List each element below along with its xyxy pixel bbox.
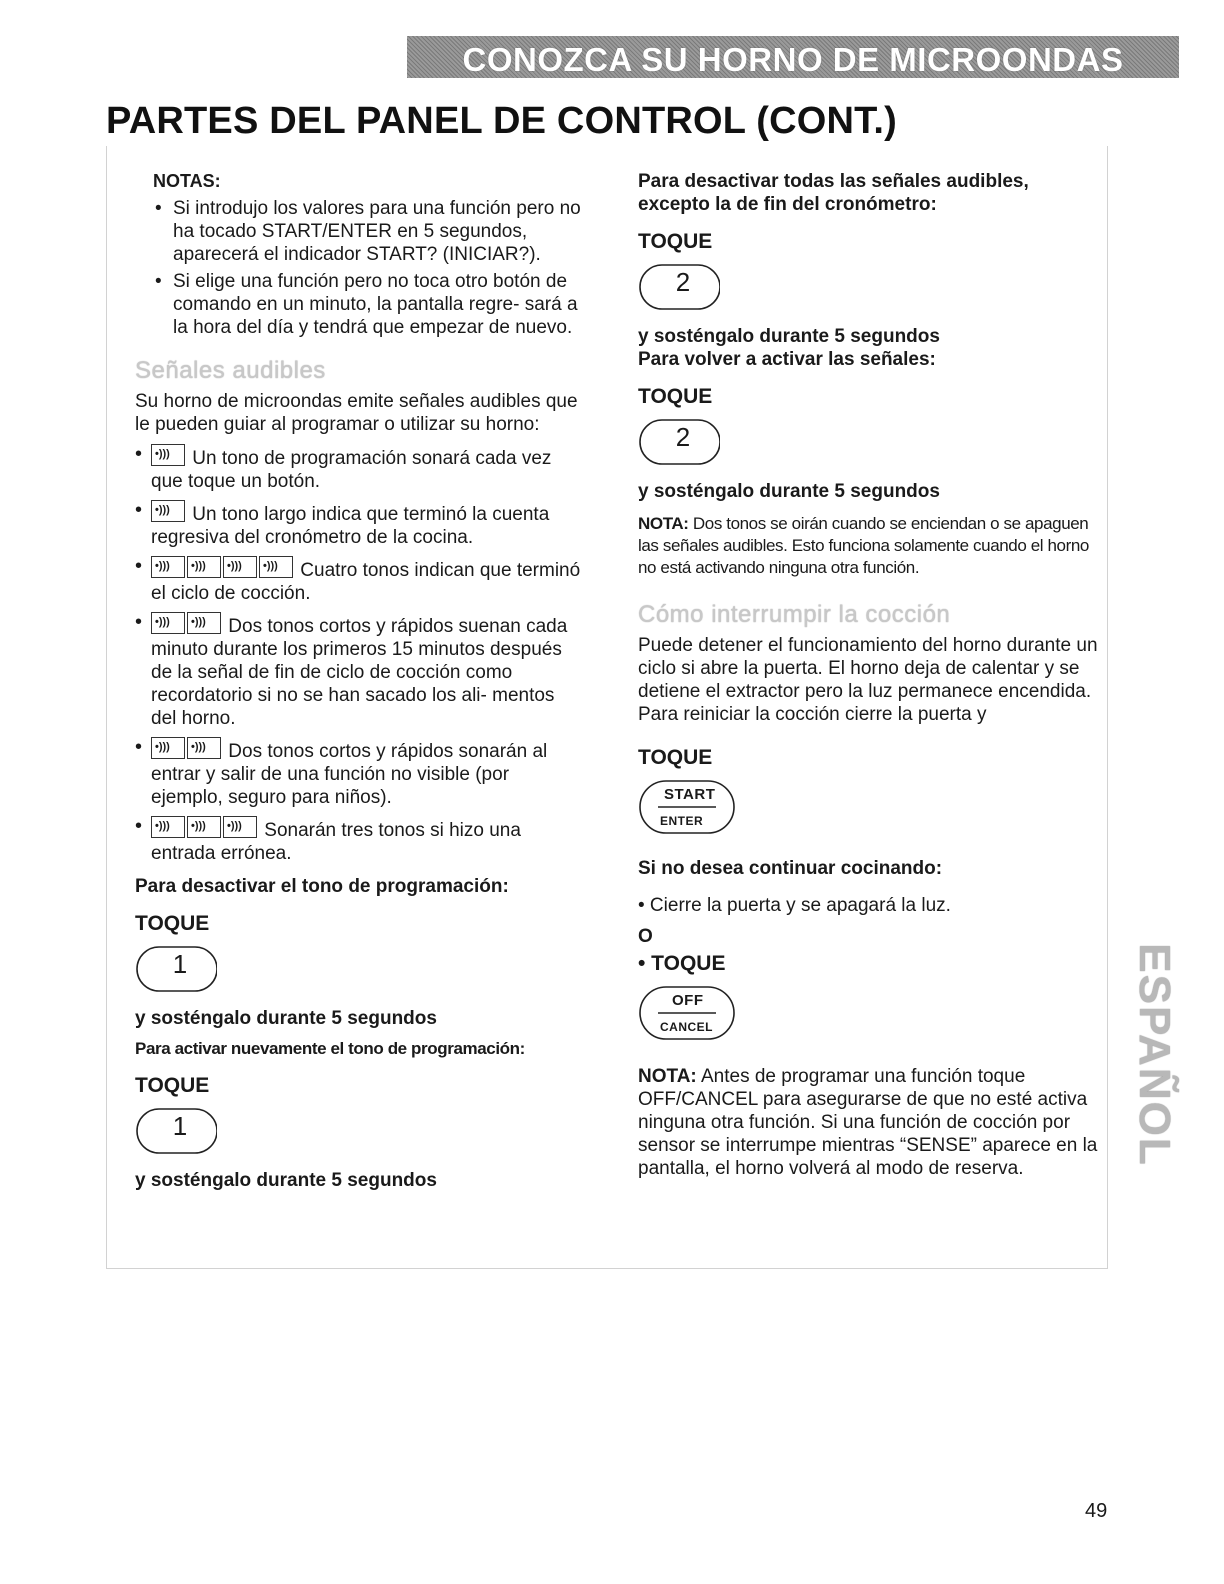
key-1-button[interactable]: [135, 943, 215, 995]
right-column: [638, 170, 1098, 1180]
nota-label: NOTA:: [638, 514, 689, 533]
banner-text: CONOZCA SU HORNO DE MICROONDAS: [462, 41, 1124, 78]
page-number: 49: [1085, 1500, 1108, 1522]
toque-label: TOQUE: [135, 912, 210, 935]
hold-instruction: y sosténgalo durante 5 segundos: [638, 326, 940, 347]
tone-text: Sonarán tres tonos si hizo una entrada errónea.: [151, 820, 521, 864]
tone-icon: [223, 816, 257, 838]
hold-instruction: y sosténgalo durante 5 segundos: [135, 1008, 437, 1029]
deactivate-all-heading: Para desactivar todas las señales audibles, excepto la de fin del cronómetro:: [638, 171, 1029, 215]
toque-label: TOQUE: [638, 230, 713, 253]
tone-item: [135, 444, 585, 493]
nota-item: • Si elige una función pero no toca otro botón de comando en un minuto, la pantalla regre- sará a la hora del día y tendrá que empezar de nuevo.: [155, 270, 585, 339]
tone-text: Dos tonos cortos y rápidos suenan cada minuto durante los primeros 15 minutos después de la señal de fin de ciclo de cocción como recordatorio si no se han sacado los ali- mentos del horno.: [151, 616, 568, 729]
nota-text: Antes de programar una función toque OFF/CANCEL para asegurarse de que no esté activa ninguna otra función. Si una función de cocción por sensor se interrumpe mientras “SENSE” aparece en la pantalla, el horno volverá al modo de reserva.: [638, 1066, 1098, 1179]
tone-text: Un tono de programación sonará cada vez que toque un botón.: [151, 448, 552, 492]
off-label: OFF: [672, 992, 704, 1009]
tone-item: [135, 556, 585, 605]
key-label: 1: [172, 949, 188, 979]
tone-item: [135, 612, 585, 730]
no-continue-heading: Si no desea continuar cocinando:: [638, 858, 943, 879]
tone-icon: [187, 816, 221, 838]
key-2-button[interactable]: [638, 416, 718, 468]
tone-icon: [223, 556, 257, 578]
cancel-label: CANCEL: [660, 1020, 713, 1034]
toque-label: • TOQUE: [638, 952, 726, 975]
toque-label: TOQUE: [638, 746, 713, 769]
section-title-interrumpir: Cómo interrumpir la cocción: [638, 601, 951, 628]
start-label: START: [664, 786, 716, 803]
tones-list: [135, 444, 585, 865]
tone-item: [135, 500, 585, 549]
nota-dos-tonos: [638, 513, 1098, 579]
nota-text: Dos tonos se oirán cuando se enciendan o se apaguen las señales audibles. Esto funciona solamente cuando el horno no está activando ninguna otra función.: [638, 514, 1089, 577]
tone-icon: [187, 612, 221, 634]
notas-label: NOTAS:: [153, 171, 221, 191]
toque-label: TOQUE: [135, 1074, 210, 1097]
senales-intro: Su horno de microondas emite señales audibles que le pueden guiar al programar o utilizar su horno:: [135, 391, 578, 435]
tone-icon: [187, 556, 221, 578]
tone-icon: [151, 556, 185, 578]
key-label: 1: [172, 1111, 188, 1141]
tone-text: Un tono largo indica que terminó la cuenta regresiva del cronómetro de la cocina.: [151, 504, 550, 548]
nota-label: NOTA:: [638, 1066, 697, 1087]
tone-icon: [151, 612, 185, 634]
page-title: PARTES DEL PANEL DE CONTROL (CONT.): [106, 100, 897, 142]
reactivate-tone-heading: Para activar nuevamente el tono de programación:: [135, 1039, 525, 1058]
notas-list: [135, 197, 585, 339]
tone-item: [135, 816, 585, 865]
close-door-text: • Cierre la puerta y se apagará la luz.: [638, 895, 951, 916]
toque-label: TOQUE: [638, 385, 713, 408]
nota-item: • Si introdujo los valores para una función pero no ha tocado START/ENTER en 5 segundos, aparecerá el indicador START? (INICIAR?).: [155, 197, 585, 266]
section-banner: [407, 36, 1179, 78]
side-tab-text: ESPAÑOL: [1130, 943, 1179, 1167]
tone-icon: [151, 816, 185, 838]
deactivate-tone-heading: Para desactivar el tono de programación:: [135, 876, 509, 897]
tone-icon: [151, 737, 185, 759]
tone-icon: [259, 556, 293, 578]
tone-icon: [187, 737, 221, 759]
tone-text: Cuatro tonos indican que terminó el ciclo de cocción.: [151, 560, 581, 604]
hold-instruction: y sosténgalo durante 5 segundos: [135, 1170, 437, 1191]
reactivate-signals-heading: Para volver a activar las señales:: [638, 349, 936, 370]
tone-icon: [151, 444, 185, 466]
key-2-button[interactable]: [638, 261, 718, 313]
start-enter-button[interactable]: [638, 777, 718, 837]
tone-icon: [151, 500, 185, 522]
left-column: [135, 170, 585, 1192]
nota-off-cancel: [638, 1065, 1098, 1180]
section-title-senales: Señales audibles: [135, 357, 326, 384]
off-cancel-button[interactable]: [638, 983, 718, 1043]
tone-text: Dos tonos cortos y rápidos sonarán al entrar y salir de una función no visible (por ejemplo, seguro para niños).: [151, 741, 548, 808]
interrupt-text: Puede detener el funcionamiento del horno durante un ciclo si abre la puerta. El horno deja de calentar y se detiene el extractor pero la luz permanece encendida. Para reiniciar la cocción cierre la puerta y: [638, 635, 1098, 725]
key-1-button[interactable]: [135, 1105, 215, 1157]
tone-item: [135, 737, 585, 809]
language-side-tab: [1130, 940, 1178, 1170]
hold-instruction: y sosténgalo durante 5 segundos: [638, 481, 940, 502]
key-label: 2: [675, 267, 691, 297]
key-label: 2: [675, 422, 691, 452]
or-text: O: [638, 926, 653, 947]
enter-label: ENTER: [660, 814, 704, 828]
